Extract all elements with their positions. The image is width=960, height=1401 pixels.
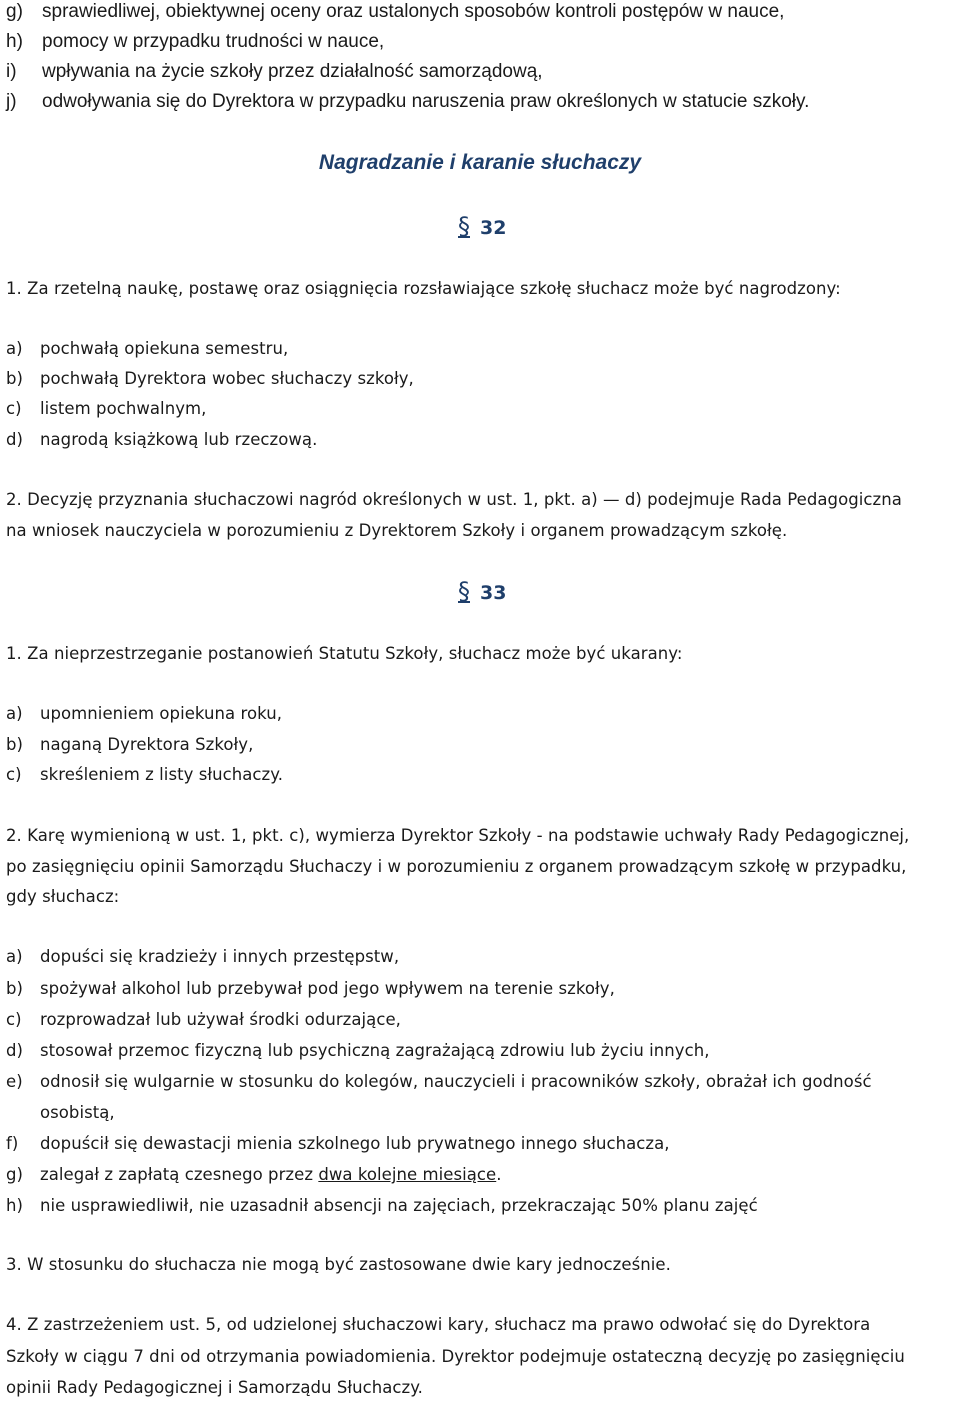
- list-item: [6, 30, 384, 54]
- list-marker: i): [6, 61, 17, 82]
- list-marker: a): [6, 339, 23, 358]
- list-marker: b): [6, 735, 24, 754]
- list-item: [6, 1039, 710, 1063]
- list-marker: a): [6, 947, 23, 966]
- underlined-text: dwa kolejne miesiące: [318, 1165, 497, 1184]
- list-marker: c): [6, 1010, 22, 1029]
- list-item: [6, 1194, 758, 1218]
- list-marker: g): [6, 1165, 24, 1184]
- list-marker: e): [6, 1072, 23, 1091]
- paragraph-text: 1. Za nieprzestrzeganie postanowień Statutu Szkoły, słuchacz może być ukarany:: [6, 644, 683, 663]
- list-marker: b): [6, 369, 24, 388]
- list-item: [6, 1132, 670, 1156]
- paragraph-text: 2. Karę wymienioną w ust. 1, pkt. c), wymierza Dyrektor Szkoły - na podstawie uchwały Rady Pedagogicznej,: [6, 826, 910, 845]
- list-text: pochwałą Dyrektora wobec słuchaczy szkoły,: [40, 369, 414, 388]
- list-text: odnosił się wulgarnie w stosunku do kolegów, nauczycieli i pracowników szkoły, obrażał ich godność: [40, 1072, 872, 1091]
- list-marker: h): [6, 31, 23, 52]
- paragraph-text: na wniosek nauczyciela w porozumieniu z Dyrektorem Szkoły i organem prowadzącym szkołę.: [6, 521, 788, 540]
- paragraph-number: [458, 213, 506, 241]
- paragraph-text: po zasięgnięciu opinii Samorządu Słuchaczy i w porozumieniu z organem prowadzącym szkołę w przypadku,: [6, 857, 907, 876]
- list-text: listem pochwalnym,: [40, 399, 207, 418]
- list-item: [6, 733, 253, 757]
- list-item: [6, 1163, 502, 1187]
- list-marker: b): [6, 979, 24, 998]
- list-marker: d): [6, 430, 24, 449]
- list-marker: g): [6, 1, 23, 22]
- list-text: .: [496, 1165, 502, 1184]
- list-marker: j): [6, 91, 17, 112]
- list-item: [6, 367, 414, 391]
- list-text: skreśleniem z listy słuchaczy.: [40, 765, 283, 784]
- list-item: [6, 945, 399, 969]
- paragraph-text: Szkoły w ciągu 7 dni od otrzymania powiadomienia. Dyrektor podejmuje ostateczną decyzję po zasięgnięciu: [6, 1347, 905, 1366]
- list-item: [6, 977, 615, 1001]
- paragraph-number-value: 33: [480, 582, 507, 604]
- list-text: naganą Dyrektora Szkoły,: [40, 735, 254, 754]
- list-text: nagrodą książkową lub rzeczową.: [40, 430, 318, 449]
- list-text: wpływania na życie szkoły przez działalność samorządową,: [42, 61, 543, 82]
- list-text: odwoływania się do Dyrektora w przypadku naruszenia praw określonych w statucie szkoły.: [42, 91, 810, 112]
- section-sign: §: [458, 577, 470, 605]
- list-text: dopuści się kradzieży i innych przestępstw,: [40, 947, 400, 966]
- paragraph-text: opinii Rady Pedagogicznej i Samorządu Słuchaczy.: [6, 1378, 423, 1397]
- list-text: stosował przemoc fizyczną lub psychiczną zagrażającą zdrowiu lub życiu innych,: [40, 1041, 710, 1060]
- list-item: [6, 428, 317, 452]
- list-item: [6, 1008, 401, 1032]
- paragraph-text: 2. Decyzję przyznania słuchaczowi nagród określonych w ust. 1, pkt. a) — d) podejmuje Rada Pedagogiczna: [6, 490, 902, 509]
- list-marker: a): [6, 704, 23, 723]
- list-text: dopuścił się dewastacji mienia szkolnego lub prywatnego innego słuchacza,: [40, 1134, 670, 1153]
- list-item: [6, 702, 282, 726]
- list-text: nie usprawiedliwił, nie uzasadnił absencji na zajęciach, przekraczając 50% planu zajęć: [40, 1196, 758, 1215]
- list-item: [6, 397, 206, 421]
- list-marker: c): [6, 765, 22, 784]
- list-marker: d): [6, 1041, 24, 1060]
- paragraph-number: [458, 578, 506, 606]
- list-marker: c): [6, 399, 22, 418]
- paragraph-number-value: 32: [480, 217, 507, 239]
- list-item: [6, 60, 543, 84]
- list-text: upomnieniem opiekuna roku,: [40, 704, 282, 723]
- paragraph-text: 4. Z zastrzeżeniem ust. 5, od udzielonej słuchaczowi kary, słuchacz ma prawo odwołać się do Dyrektora: [6, 1315, 871, 1334]
- list-marker: h): [6, 1196, 23, 1215]
- list-item: [6, 0, 784, 24]
- list-item: [6, 1070, 872, 1094]
- list-text-continuation: osobistą,: [40, 1103, 115, 1122]
- list-marker: f): [6, 1134, 19, 1153]
- list-text: pomocy w przypadku trudności w nauce,: [42, 31, 385, 52]
- list-text: zalegał z zapłatą czesnego przez: [40, 1165, 319, 1184]
- list-item: [6, 90, 809, 114]
- list-text: spożywał alkohol lub przebywał pod jego wpływem na terenie szkoły,: [40, 979, 615, 998]
- list-item: [6, 337, 288, 361]
- paragraph-text: 3. W stosunku do słuchacza nie mogą być zastosowane dwie kary jednocześnie.: [6, 1255, 671, 1274]
- section-sign: §: [458, 212, 470, 240]
- list-item: [6, 763, 283, 787]
- section-heading: Nagradzanie i karanie słuchaczy: [318, 151, 642, 174]
- list-text: sprawiedliwej, obiektywnej oceny oraz ustalonych sposobów kontroli postępów w nauce,: [42, 1, 785, 22]
- paragraph-text: gdy słuchacz:: [6, 887, 120, 906]
- list-text: rozprowadzał lub używał środki odurzające,: [40, 1010, 401, 1029]
- paragraph-text: 1. Za rzetelną naukę, postawę oraz osiągnięcia rozsławiające szkołę słuchacz może być nagrodzony:: [6, 279, 841, 298]
- list-text: pochwałą opiekuna semestru,: [40, 339, 289, 358]
